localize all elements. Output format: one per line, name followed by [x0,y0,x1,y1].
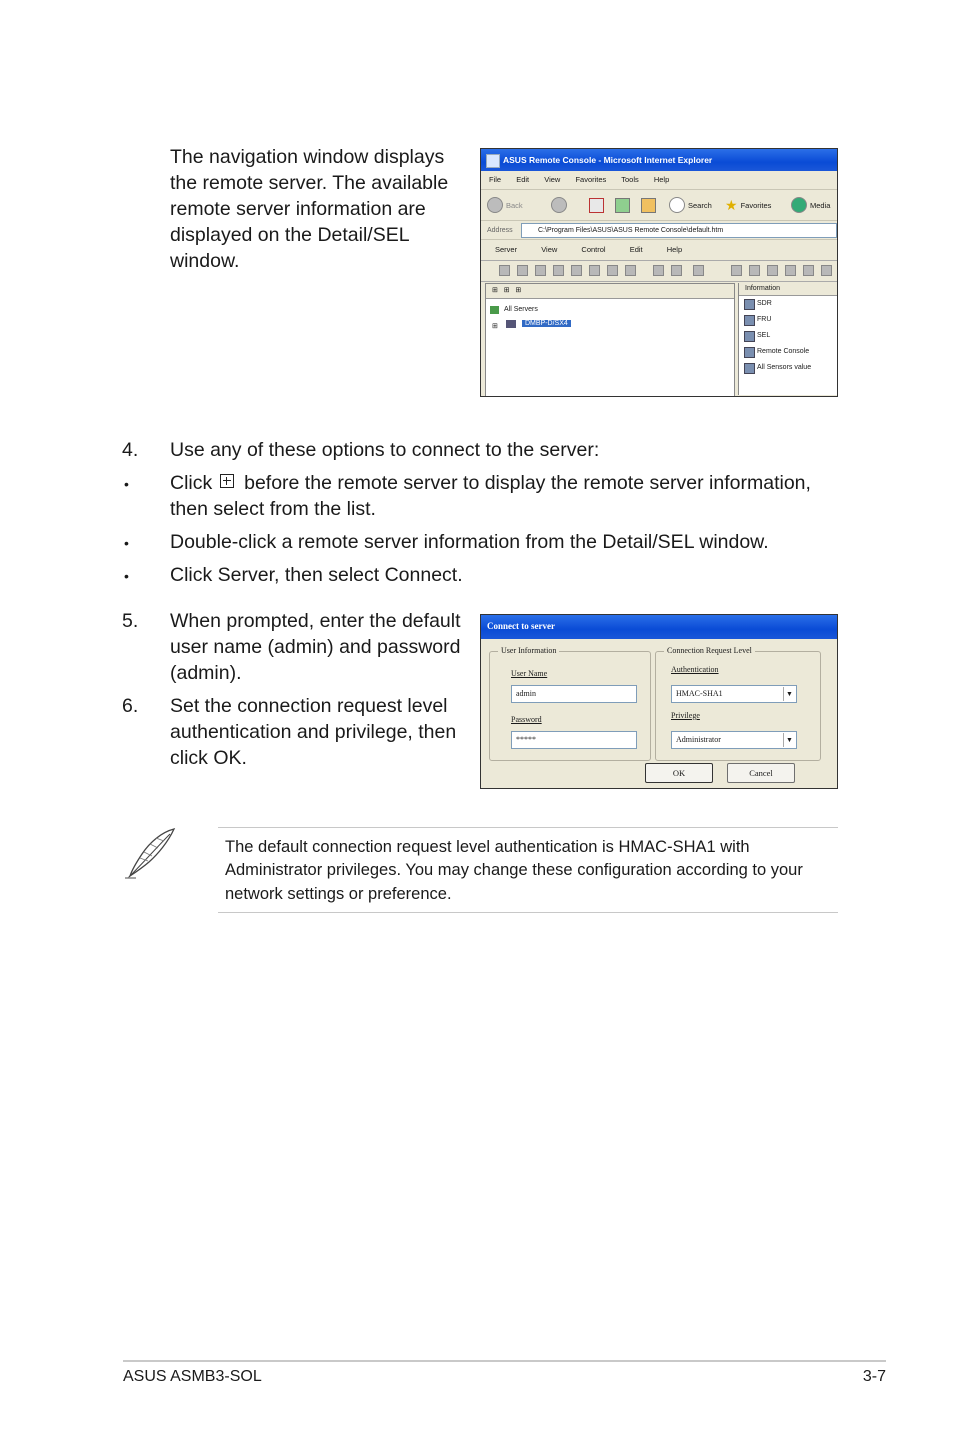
user-name-label: User Name [511,669,548,678]
app-menu-help[interactable]: Help [666,245,683,254]
tool-icon[interactable] [821,265,832,276]
address-bar [481,221,837,240]
tool-icon[interactable] [785,265,796,276]
footer-product-name: ASUS ASMB3-SOL [123,1368,262,1385]
address-input[interactable]: C:\Program Files\ASUS\ASUS Remote Console\default.htm [521,223,837,238]
back-label: Back [506,200,523,210]
info-item-sel[interactable]: SEL [739,328,838,344]
refresh-button[interactable] [615,196,630,214]
tool-icon[interactable] [749,265,760,276]
ie-menu-edit[interactable]: Edit [516,175,530,184]
tree-server[interactable] [486,317,734,331]
ie-menu-view[interactable]: View [544,175,561,184]
tool-icon[interactable] [731,265,742,276]
chevron-down-icon[interactable]: ▼ [783,687,795,701]
step-5-number: 5. [122,610,139,632]
intro-paragraph: The navigation window displays the remote server. The available remote server information are displayed on the Detail/SEL window. [170,146,449,272]
note-feather-icon [122,826,180,882]
dialog-title: Connect to server [481,615,837,639]
ie-window-title: ASUS Remote Console - Microsoft Internet Explorer [503,155,713,165]
ie-title-bar [481,149,837,171]
authentication-value: HMAC-SHA1 [676,689,723,698]
step-4-number: 4. [122,439,139,461]
privilege-value: Administrator [676,735,721,744]
app-menu-view[interactable]: View [541,245,558,254]
stop-icon [589,198,604,213]
footer-page-number: 3-7 [862,1368,886,1385]
note-top-rule [218,827,838,828]
privilege-select[interactable] [671,731,797,749]
expand-plus-icon [220,474,234,488]
bullet-marker: • [124,568,129,584]
media-icon [791,197,807,213]
connect-dialog-screenshot [480,614,838,789]
tool-icon[interactable] [499,265,510,276]
address-label: Address [487,227,513,234]
home-button[interactable] [641,196,656,214]
tool-icon[interactable] [607,265,618,276]
info-item-sdr[interactable]: SDR [739,296,838,312]
info-header: Information [739,283,838,296]
app-menu-server[interactable]: Server [495,245,518,254]
app-menu-control[interactable]: Control [581,245,606,254]
note-text: The default connection request level authentication is HMAC-SHA1 with Administrator privileges. You may change these configuration according to your network settings or preference. [225,838,803,903]
bullet-2-text: Double-click a remote server information from the Detail/SEL window. [170,531,769,553]
home-icon [641,198,656,213]
tool-icon[interactable] [571,265,582,276]
nav-pane-header [486,284,734,299]
app-toolbar [481,261,837,282]
back-icon [487,197,503,213]
tool-icon[interactable] [767,265,778,276]
tool-icon[interactable] [535,265,546,276]
step-6-number: 6. [122,695,139,717]
user-name-field[interactable]: admin [511,685,637,703]
authentication-label: Authentication [671,665,719,674]
info-item-remote-console[interactable]: Remote Console [739,344,838,360]
ok-button[interactable]: OK [645,763,713,783]
tool-icon[interactable] [653,265,664,276]
media-label: Media [810,200,831,210]
favorites-button[interactable] [725,196,771,214]
tool-icon[interactable] [553,265,564,276]
connection-level-legend: Connection Request Level [664,646,755,656]
nav-header-icon: ⊞ ⊞ ⊞ [492,287,522,294]
step-4-text: Use any of these options to connect to the server: [170,439,600,461]
info-item-all-sensors[interactable]: All Sensors value [739,360,838,376]
password-field[interactable]: ***** [511,731,637,749]
star-icon: ★ [725,196,738,213]
bullet-3-text: Click Server, then select Connect. [170,564,463,586]
step-5-text: When prompted, enter the default user name (admin) and password (admin). [170,610,461,684]
cancel-button[interactable]: Cancel [727,763,795,783]
authentication-select[interactable] [671,685,797,703]
tool-icon[interactable] [671,265,682,276]
bullet-1-click: Click [170,472,213,494]
search-button[interactable] [669,196,712,214]
favorites-label: Favorites [740,200,772,210]
tool-icon[interactable] [589,265,600,276]
detail-sel-pane [738,283,838,395]
remote-console-screenshot [480,148,838,397]
ie-menu-favorites[interactable]: Favorites [575,175,607,184]
ie-menu-tools[interactable]: Tools [621,175,639,184]
note-bottom-rule [218,912,838,913]
bullet-1-text [170,470,830,522]
bullet-marker: • [124,476,129,492]
media-button[interactable] [791,196,830,214]
ie-window-icon [486,154,500,168]
search-icon [669,197,685,213]
bullet-marker: • [124,535,129,551]
ie-menu-bar [481,171,837,190]
refresh-icon [615,198,630,213]
ie-menu-file[interactable]: File [489,175,502,184]
navigation-pane [485,283,735,397]
bullet-1-rest: before the remote server to display the remote server information, then select from the list. [170,472,811,520]
server-icon [506,320,516,328]
tree-root[interactable] [486,303,734,317]
search-label: Search [688,200,712,210]
expand-icon[interactable]: ⊞ [492,323,498,330]
password-label: Password [511,715,542,724]
tool-icon[interactable] [625,265,636,276]
chevron-down-icon[interactable]: ▼ [783,733,795,747]
footer-rule [123,1360,886,1362]
user-info-legend: User Information [498,646,559,656]
tool-icon[interactable] [693,265,704,276]
privilege-label: Privilege [671,711,700,720]
ie-menu-help[interactable]: Help [653,175,670,184]
step-6-text: Set the connection request level authentication and privilege, then click OK. [170,695,457,769]
info-item-fru[interactable]: FRU [739,312,838,328]
app-menu-bar [481,240,837,261]
app-menu-edit[interactable]: Edit [629,245,643,254]
back-button[interactable] [487,196,523,214]
tree-server-label: DMBP-D/SX4 [522,320,571,327]
ie-toolbar [481,190,837,221]
forward-icon [551,197,567,213]
servers-icon [490,306,499,314]
tree-root-label: All Servers [504,306,538,313]
tool-icon[interactable] [803,265,814,276]
forward-button[interactable] [551,196,567,214]
stop-button[interactable] [589,196,604,214]
tool-icon[interactable] [517,265,528,276]
